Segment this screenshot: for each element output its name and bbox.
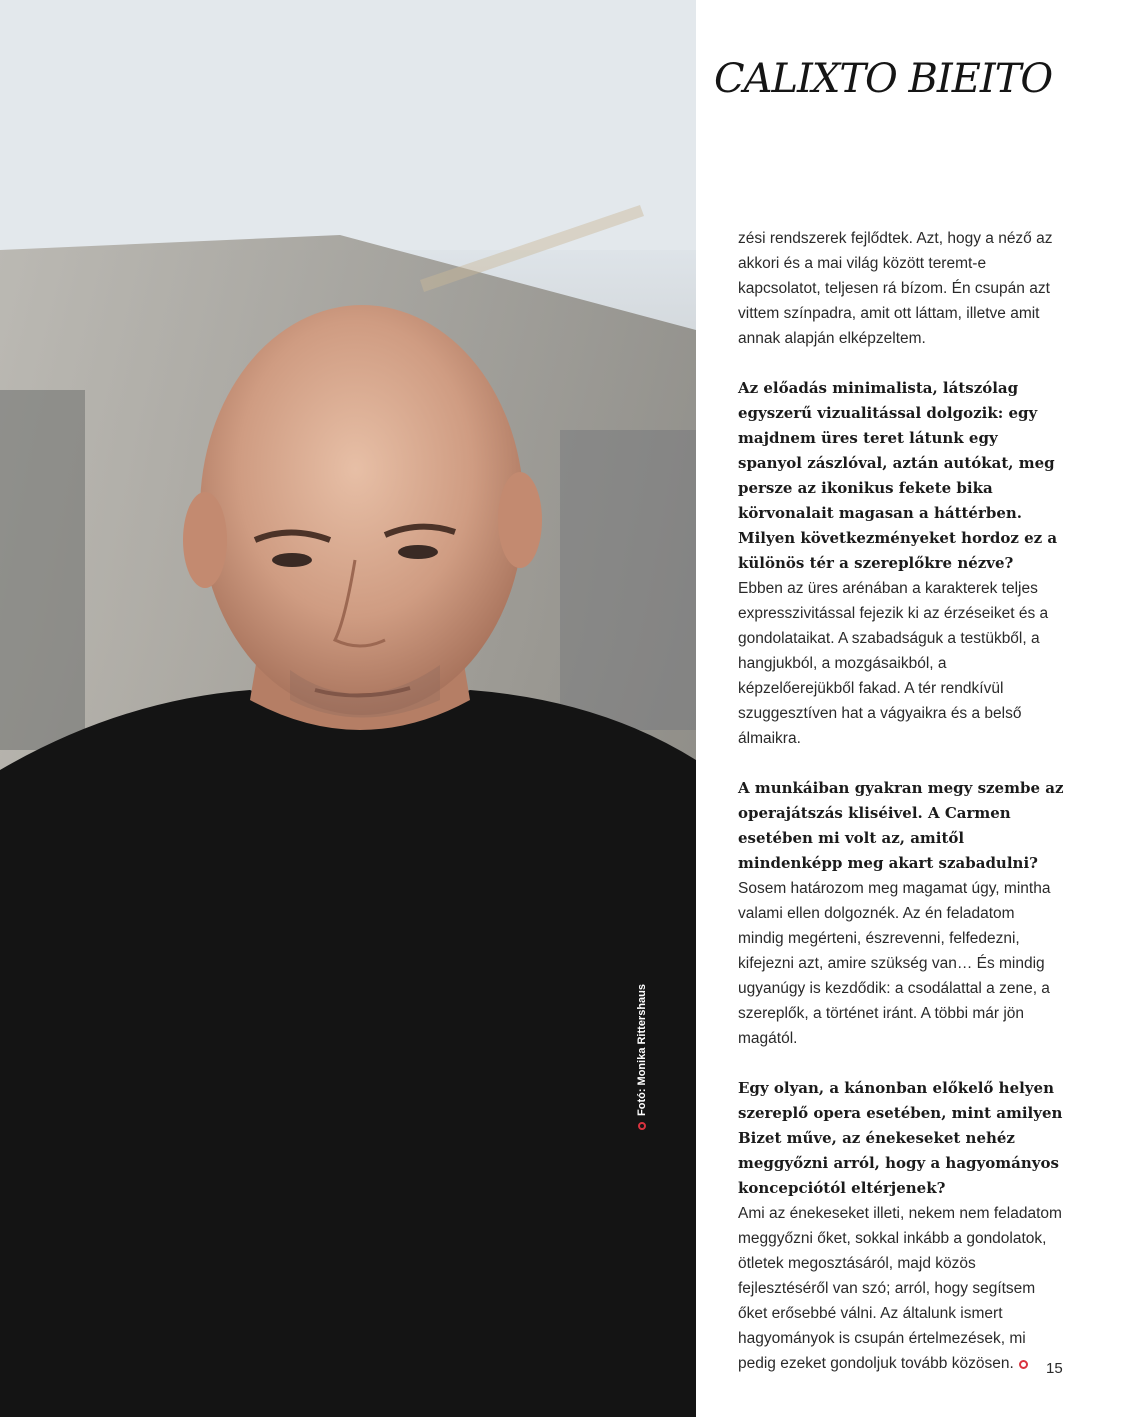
right-eye xyxy=(398,545,438,559)
answer: Ami az énekeseket illeti, nekem nem feladatom meggyőzni őket, sokkal inkább a gondolatok, ötletek megosztásáról, majd közös fejlesztéséről van szó; arról, hogy segítsem őket erősebbé válni. Az általunk ismert hagyományok is csupán értelmezések, mi pedig ezeket gondoljuk tovább közösen. xyxy=(738,1205,1062,1372)
left-ear xyxy=(183,492,227,588)
intro-block xyxy=(738,226,1064,351)
end-mark-icon xyxy=(1019,1360,1028,1369)
black-tshirt xyxy=(0,690,696,1417)
qa-block xyxy=(738,376,1064,751)
intro-paragraph: zési rendszerek fejlődtek. Azt, hogy a néző az akkori és a mai világ között teremt-e kapcsolatot, teljesen rá bízom. Én csupán azt vittem színpadra, amit ott láttam, illetve amit annak alapján elképzeltem. xyxy=(738,230,1053,347)
question: A munkáiban gyakran megy szembe az operajátszás kliséivel. A Carmen esetében mi volt az, amitől mindenképp meg akart szabadulni? xyxy=(738,779,1064,872)
answer-container xyxy=(738,1201,1064,1376)
left-eye xyxy=(272,553,312,567)
answer: Sosem határozom meg magamat úgy, mintha valami ellen dolgoznék. Az én feladatom mindig megérteni, észrevenni, felfedezni, kifejezni azt, amire szükség van… És mindig ugyanúgy is kezdődik: a csodálattal a zene, a szereplők, a történet iránt. A többi már jön magától. xyxy=(738,880,1051,1047)
qa-block xyxy=(738,1076,1064,1376)
building-window-left xyxy=(0,390,85,750)
question: Az előadás minimalista, látszólag egyszerű vizualitással dolgozik: egy majdnem üres teret látunk egy spanyol zászlóval, aztán autókat, meg persze az ikonikus fekete bika körvonalait magasan a háttérben. Milyen következményeket hordoz ez a különös tér a szereplőkre nézve? xyxy=(738,379,1058,572)
head xyxy=(200,305,524,715)
circle-icon xyxy=(638,1122,646,1130)
photo-credit xyxy=(634,950,650,1130)
question: Egy olyan, a kánonban előkelő helyen szereplő opera esetében, mint amilyen Bizet műve, az énekeseket nehéz meggyőzni arról, hogy a hagyományos koncepciótól eltérjenek? xyxy=(738,1079,1063,1197)
photo-credit-text: Fotó: Monika Rittershaus xyxy=(636,983,648,1116)
article-body xyxy=(738,226,1064,1401)
sky xyxy=(0,0,696,250)
page-title: CALIXTO BIEITO xyxy=(714,56,1053,102)
right-ear xyxy=(498,472,542,568)
building-window-right xyxy=(560,430,696,730)
answer: Ebben az üres arénában a karakterek teljes expresszivitással fejezik ki az érzéseiket és a gondolataikat. A szabadságuk a testükből, a hangjukból, a mozgásaikból, a képzelőerejükből fakad. A tér rendkívül szuggesztíven hat a vágyaikra és a belső álmaikra. xyxy=(738,580,1049,747)
page-number: 15 xyxy=(1046,1360,1063,1377)
qa-block xyxy=(738,776,1064,1051)
